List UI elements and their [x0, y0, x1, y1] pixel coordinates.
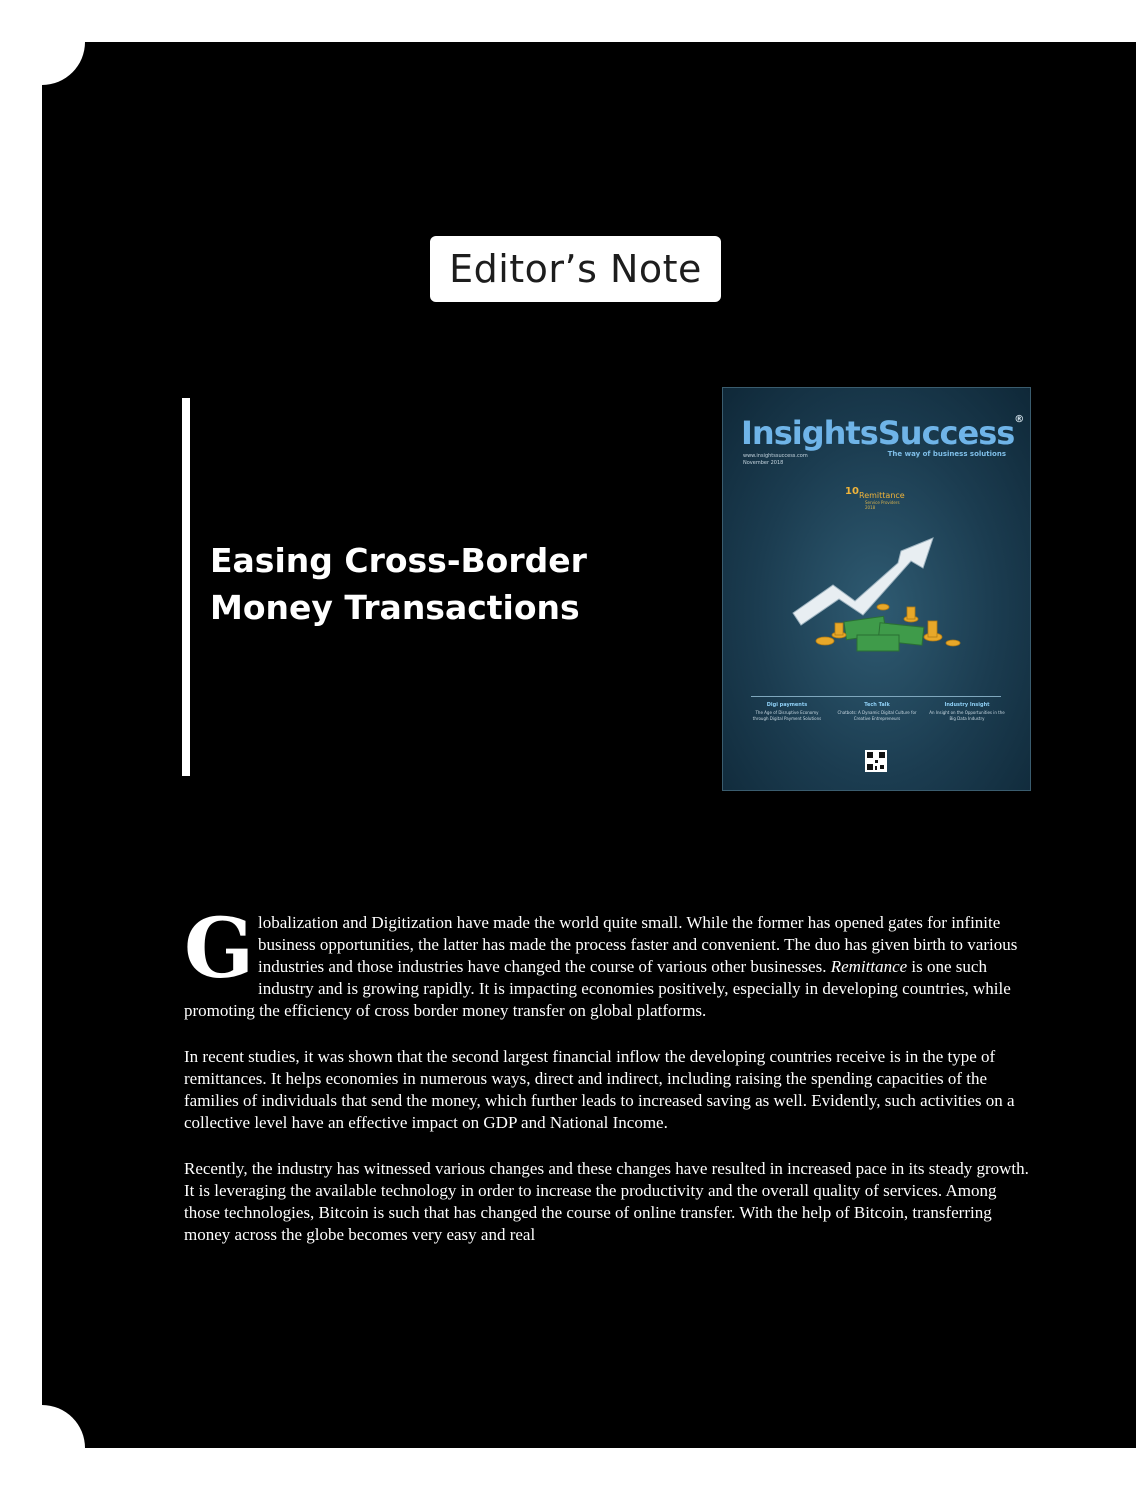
- cover-feature-columns: [747, 702, 1007, 722]
- headline-accent-bar: [182, 398, 190, 776]
- title-line-1: Easing Cross-Border: [210, 541, 587, 580]
- paragraph: Globalization and Digitization have made the world quite small. While the former has opened gates for infinite business opportunities, the latter has made the process faster and convenient. The duo has given birth to various industries and those industries have changed the course of various other businesses. Remittance is one such industry and is growing rapidly. It is impacting economies positively, especially in developing countries, while promoting the efficiency of cross border money transfer on global platforms.: [184, 901, 1018, 1020]
- growth-arrow-money-illustration: [783, 523, 973, 663]
- article-body: [184, 901, 1036, 1270]
- page-corner-cutout: [0, 0, 85, 85]
- qr-code-icon: [865, 750, 887, 772]
- cover-meta: www.insightssuccess.com November 2018: [743, 453, 808, 466]
- cover-divider: [751, 696, 1001, 697]
- cover-feature: Tech Talk Chatbots: A Dynamic Digital Culture for Creative Entrepreneurs: [837, 702, 917, 721]
- page-title: [210, 537, 690, 631]
- page-corner-cutout: [0, 1405, 85, 1491]
- section-tag: [430, 236, 721, 302]
- cover-feature: Digi payments The Age of Disruptive Economy through Digital Payment Solutions: [752, 702, 822, 721]
- title-line-2: Money Transactions: [210, 588, 580, 627]
- cover-badge: 10 Remittance Service Providers 2018: [845, 486, 905, 510]
- paragraph: In recent studies, it was shown that the second largest financial inflow the developing countries receive is in the type of remittances. It helps economies in numerous ways, direct and indirect, including raising the spending capacities of the families of individuals that send the money, which further leads to increased saving as well. Evidently, such activities on a collective level have an effective impact on GDP and National Income.: [184, 1047, 1015, 1132]
- magazine-cover-image: [722, 387, 1031, 791]
- cover-feature: Industry Insight An Insight on the Opportunities in the Big Data Industry: [929, 702, 1005, 721]
- cover-tagline: The way of business solutions: [887, 450, 1006, 458]
- section-tag-label: Editor’s Note: [449, 247, 702, 291]
- editors-note-page: [42, 42, 1136, 1448]
- drop-cap: G: [184, 901, 255, 997]
- cover-brand-logo: InsightsSuccess®: [741, 414, 1024, 452]
- paragraph: Recently, the industry has witnessed various changes and these changes have resulted in increased pace in its steady growth. It is leveraging the available technology in order to increase the productivity and the overall quality of services. Among those technologies, Bitcoin is such that has changed the course of online transfer. With the help of Bitcoin, transferring money across the globe becomes very easy and real: [184, 1159, 1029, 1244]
